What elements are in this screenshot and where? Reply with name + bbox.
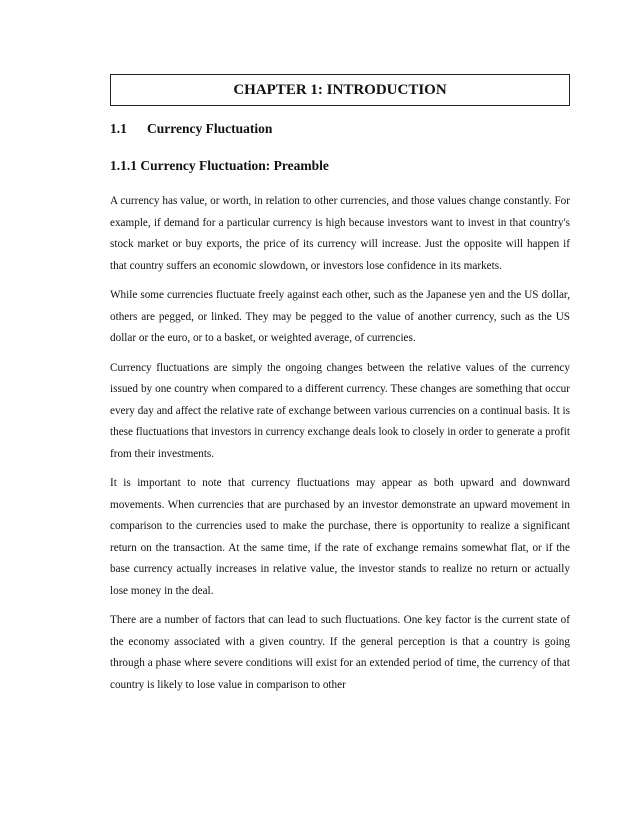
paragraph-3: Currency fluctuations are simply the ongoing changes between the relative values of the currency issued by one country when compared to a different currency. These changes are something that occur every day and affect the relative rate of exchange between various currencies on a continual basis. It is these fluctuations that investors in currency exchange deals look to closely in order to generate a profit from their investments. bbox=[110, 361, 570, 460]
paragraph-4: It is important to note that currency fluctuations may appear as both upward and downward movements. When currencies that are purchased by an investor demonstrate an upward movement in comparison to the currencies used to make the purchase, there is opportunity to realize a significant return on the transaction. At the same time, if the rate of exchange remains somewhat flat, or if the base currency actually increases in relative value, the investor stands to realize no return or actually lose money in the deal. bbox=[110, 477, 570, 597]
subsection-number: 1.1.1 bbox=[110, 158, 137, 173]
paragraph-5: There are a number of factors that can lead to such fluctuations. One key factor is the current state of the economy associated with a given country. If the general perception is that a country is going through a phase where severe conditions will exist for an extended period of time, the currency of that country is likely to lose value in comparison to other bbox=[110, 614, 570, 691]
subsection-heading bbox=[110, 157, 570, 175]
section-title: Currency Fluctuation bbox=[147, 121, 273, 136]
document-page bbox=[110, 74, 570, 704]
section-number: 1.1 bbox=[110, 121, 127, 136]
section-heading bbox=[110, 120, 570, 138]
chapter-title: CHAPTER 1: INTRODUCTION bbox=[233, 82, 447, 98]
paragraph-2: While some currencies fluctuate freely against each other, such as the Japanese yen and the US dollar, others are pegged, or linked. They may be pegged to the value of another currency, such as the US dollar or the euro, or to a basket, or weighted average, of currencies. bbox=[110, 289, 570, 344]
paragraph-1: A currency has value, or worth, in relation to other currencies, and those values change constantly. For example, if demand for a particular currency is high because investors want to invest in that country's stock market or buy exports, the price of its currency will increase. Just the opposite will happen if that country suffers an economic slowdown, or investors lose confidence in its markets. bbox=[110, 195, 570, 272]
chapter-title-box bbox=[110, 74, 570, 106]
subsection-title: Currency Fluctuation: Preamble bbox=[140, 158, 329, 173]
